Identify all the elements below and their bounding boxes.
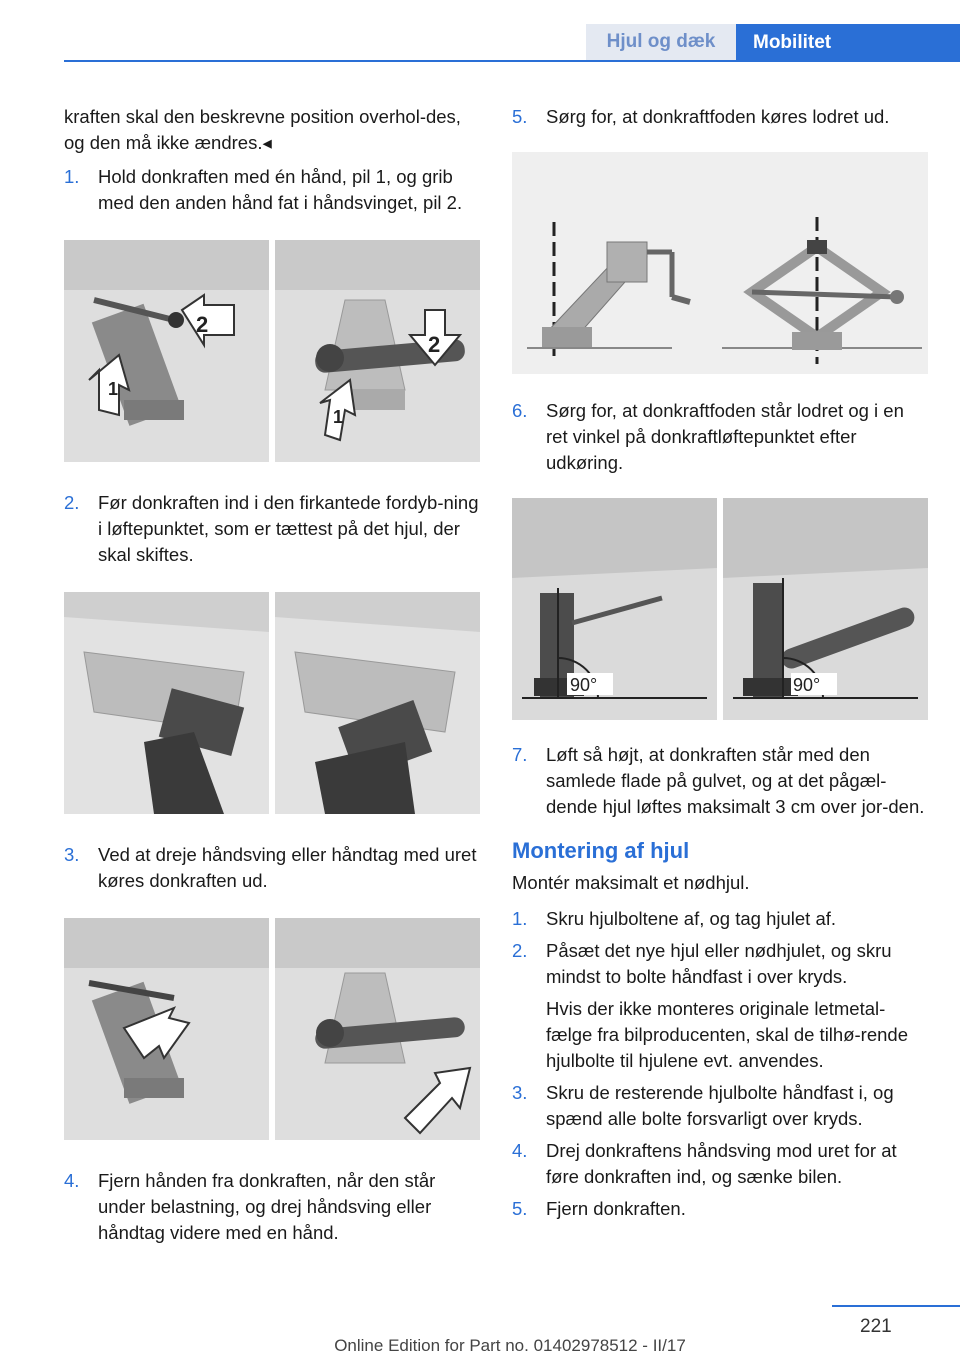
mount-step-2-note: Hvis der ikke monteres originale letmetal-fælge fra bilproducenten, skal de tilhø-rende hjulbolte til hjulene evt. anvendes. [546,998,908,1071]
section-title: Montering af hjul [512,838,690,863]
step-text: Drej donkraftens håndsving mod uret for at føre donkraften ind, og sænke bilen. [546,1140,897,1187]
step-number: 3. [64,844,80,865]
figure-right-angle [512,498,928,720]
step-number: 1. [64,166,80,187]
step-number: 2. [64,492,80,513]
step-4 [64,1168,482,1246]
step-text: Sørg for, at donkraftfoden står lodret og i en ret vinkel på donkraftløftepunktet efter udkøring. [546,400,904,473]
page-number: 221 [860,1316,892,1337]
arrow-label-1: 1 [108,379,119,399]
step-6 [512,398,930,476]
figure-jack-point [64,592,480,814]
figure-jack-vertical [512,152,928,374]
figure-crank-clockwise [64,918,480,1140]
step-text: Ved at dreje håndsving eller håndtag med uret køres donkraften ud. [98,844,477,891]
right-angle-illustration [512,498,717,720]
mount-step-3 [512,1080,930,1132]
figure-panel-left [64,918,269,1140]
step-number: 1. [512,908,528,929]
crank-rotation-illustration [64,918,269,1140]
mount-step-5 [512,1196,930,1222]
arrow-label-1b: 1 [333,407,344,427]
step-number: 4. [64,1170,80,1191]
step-text: Løft så højt, at donkraften står med den samlede flade på gulvet, og at det pågæl-dende hjul løftes maksimalt 3 cm over jor-den. [546,744,925,817]
step-7 [512,742,930,820]
header-rule [64,60,960,62]
figure-panel-left [64,240,269,462]
step-number: 5. [512,1198,528,1219]
right-column [512,104,930,1222]
angle-label: 90° [793,675,821,695]
edition-text: Online Edition for Part no. 01402978512 - II/17 [334,1336,686,1355]
step-5 [512,104,930,130]
arrow-label-2b: 2 [428,332,441,357]
step-text: Skru hjulboltene af, og tag hjulet af. [546,908,837,929]
mount-step-1 [512,906,930,932]
header-tab-section: Hjul og dæk [586,24,736,60]
step-number: 6. [512,400,528,421]
figure-panel-right [275,918,480,1140]
mount-step-2 [512,938,930,990]
figure-hold-jack [64,240,480,462]
right-angle-illustration-2 [723,498,928,720]
jack-vertical-illustration [512,152,928,374]
step-number: 4. [512,1140,528,1161]
step-2 [64,490,482,568]
jack-crank-illustration [275,240,480,462]
step-text: Hold donkraften med én hånd, pil 1, og grib med den anden hånd fat i håndsvinget, pil 2. [98,166,463,213]
figure-panel-right [275,240,480,462]
section-intro: Montér maksimalt et nødhjul. [512,872,750,893]
step-number: 3. [512,1082,528,1103]
angle-label: 90° [570,675,598,695]
figure-panel-right [275,592,480,814]
jack-point-illustration-2 [275,592,480,814]
intro-text: kraften skal den beskrevne position overhol-des, og den må ikke ændres.◂ [64,106,461,153]
step-text: Fjern hånden fra donkraften, når den står under belastning, og drej håndsving eller håndtag videre med en hånd. [98,1170,436,1243]
figure-panel-left [64,592,269,814]
jack-point-illustration [64,592,269,814]
step-text: Før donkraften ind i den firkantede fordyb-ning i løftepunktet, som er tættest på det hjul, der skal skiftes. [98,492,479,565]
left-column [64,104,482,1246]
step-number: 2. [512,940,528,961]
arrow-label-2: 2 [196,312,209,337]
step-number: 7. [512,744,528,765]
step-text: Fjern donkraften. [546,1198,686,1219]
footer-rule [832,1305,960,1307]
jack-hold-illustration [64,240,269,462]
mount-step-4 [512,1138,930,1190]
step-text: Skru de resterende hjulbolte håndfast i, og spænd alle bolte forsvarligt over kryds. [546,1082,894,1129]
step-text: Påsæt det nye hjul eller nødhjulet, og skru mindst to bolte håndfast i over kryds. [546,940,892,987]
figure-panel-left [512,498,717,720]
step-3 [64,842,482,894]
step-text: Sørg for, at donkraftfoden køres lodret ud. [546,106,890,127]
handle-rotation-illustration [275,918,480,1140]
step-1 [64,164,482,216]
step-number: 5. [512,106,528,127]
header-tab-chapter: Mobilitet [736,24,960,62]
figure-panel-right [723,498,928,720]
